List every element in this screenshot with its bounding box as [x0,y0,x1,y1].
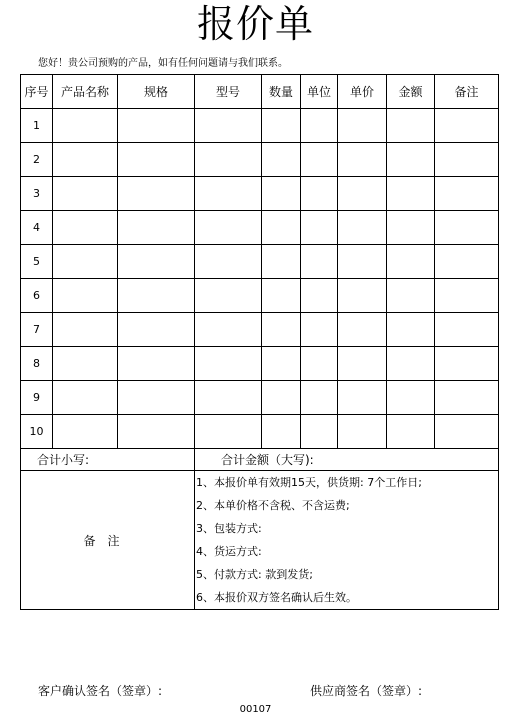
greeting-text: 您好！贵公司预购的产品，如有任何问题请与我们联系。 [38,58,288,69]
table-cell[interactable] [387,279,435,313]
table-cell[interactable] [301,177,338,211]
table-cell[interactable] [195,245,262,279]
total-row [21,449,499,471]
table-cell[interactable] [338,245,387,279]
table-cell[interactable] [338,313,387,347]
row-number: 4 [21,211,53,245]
row-number: 3 [21,177,53,211]
document-title: 报价单 [196,2,314,46]
table-cell[interactable] [53,211,118,245]
table-cell[interactable] [118,415,195,449]
table-row [21,415,499,449]
table-cell[interactable] [338,177,387,211]
table-cell[interactable] [338,109,387,143]
table-cell[interactable] [435,381,499,415]
table-row [21,313,499,347]
table-cell[interactable] [435,109,499,143]
table-cell[interactable] [387,109,435,143]
table-cell[interactable] [435,415,499,449]
table-cell[interactable] [53,415,118,449]
table-cell[interactable] [387,245,435,279]
table-cell[interactable] [262,211,301,245]
table-cell[interactable] [338,143,387,177]
table-row [21,347,499,381]
header-cell: 序号 [21,75,53,109]
table-cell[interactable] [262,143,301,177]
table-cell[interactable] [338,415,387,449]
table-cell[interactable] [301,347,338,381]
header-cell: 型号 [195,75,262,109]
table-cell[interactable] [262,279,301,313]
table-cell[interactable] [387,381,435,415]
table-cell[interactable] [118,211,195,245]
table-row [21,109,499,143]
note-line: 3、包装方式: [196,522,262,535]
table-cell[interactable] [301,245,338,279]
table-cell[interactable] [387,211,435,245]
table-cell[interactable] [53,109,118,143]
table-cell[interactable] [435,143,499,177]
table-cell[interactable] [195,143,262,177]
table-cell[interactable] [338,279,387,313]
header-cell: 单位 [301,75,338,109]
table-cell[interactable] [53,381,118,415]
table-header-row [21,75,499,109]
table-cell[interactable] [118,381,195,415]
table-cell[interactable] [53,347,118,381]
header-cell: 数量 [262,75,301,109]
row-number: 1 [21,109,53,143]
header-cell: 金额 [387,75,435,109]
table-cell[interactable] [53,279,118,313]
row-number: 8 [21,347,53,381]
customer-signature-label: 客户确认签名（签章）: [38,684,163,698]
supplier-signature-label: 供应商签名（签章）: [310,684,423,698]
table-cell[interactable] [301,381,338,415]
table-cell[interactable] [435,245,499,279]
table-cell[interactable] [53,313,118,347]
table-cell[interactable] [301,211,338,245]
table-cell[interactable] [195,381,262,415]
table-cell[interactable] [118,109,195,143]
header-cell: 备注 [435,75,499,109]
table-cell[interactable] [338,381,387,415]
table-cell[interactable] [195,347,262,381]
table-row [21,381,499,415]
table-cell[interactable] [435,279,499,313]
page-number: 00107 [239,704,272,715]
row-number: 7 [21,313,53,347]
notes-label: 备注 [21,471,195,610]
table-cell[interactable] [118,245,195,279]
note-line: 5、付款方式: 款到发货; [196,568,313,581]
table-row [21,143,499,177]
row-number: 9 [21,381,53,415]
header-cell: 单价 [338,75,387,109]
table-cell[interactable] [118,347,195,381]
table-row [21,279,499,313]
table-cell[interactable] [387,415,435,449]
table-row [21,177,499,211]
row-number: 6 [21,279,53,313]
table-cell[interactable] [301,313,338,347]
row-number: 10 [21,415,53,449]
table-cell[interactable] [435,211,499,245]
total-small-label: 合计小写: [21,449,195,471]
table-row [21,211,499,245]
table-cell[interactable] [387,313,435,347]
table-cell[interactable] [195,177,262,211]
total-large-label: 合计金额（大写): [195,449,499,471]
table-cell[interactable] [387,177,435,211]
table-cell[interactable] [53,177,118,211]
table-cell[interactable] [435,313,499,347]
quotation-table [20,74,499,610]
table-cell[interactable] [338,211,387,245]
table-cell[interactable] [262,381,301,415]
table-cell[interactable] [53,245,118,279]
row-number: 2 [21,143,53,177]
table-cell[interactable] [195,109,262,143]
table-cell[interactable] [387,347,435,381]
notes-row [21,471,499,610]
table-cell[interactable] [262,109,301,143]
table-cell[interactable] [53,143,118,177]
table-cell[interactable] [118,177,195,211]
header-cell: 规格 [118,75,195,109]
note-line: 1、本报价单有效期15天，供货期: 7个工作日; [196,476,422,489]
table-cell[interactable] [435,177,499,211]
table-cell[interactable] [262,415,301,449]
table-cell[interactable] [118,143,195,177]
table-row [21,245,499,279]
table-cell[interactable] [262,245,301,279]
table-cell[interactable] [338,347,387,381]
table-cell[interactable] [301,415,338,449]
table-cell[interactable] [301,279,338,313]
note-line: 4、货运方式: [196,545,262,558]
note-line: 2、本单价格不含税、不含运费; [196,499,350,512]
table-cell[interactable] [195,211,262,245]
notes-body [195,471,499,610]
table-cell[interactable] [301,143,338,177]
note-line: 6、本报价双方签名确认后生效。 [196,591,357,604]
table-cell[interactable] [262,177,301,211]
table-cell[interactable] [118,279,195,313]
table-cell[interactable] [195,415,262,449]
table-cell[interactable] [262,313,301,347]
table-cell[interactable] [195,279,262,313]
header-cell: 产品名称 [53,75,118,109]
table-cell[interactable] [262,347,301,381]
table-cell[interactable] [195,313,262,347]
table-cell[interactable] [301,109,338,143]
table-cell[interactable] [118,313,195,347]
table-cell[interactable] [387,143,435,177]
table-cell[interactable] [435,347,499,381]
row-number: 5 [21,245,53,279]
